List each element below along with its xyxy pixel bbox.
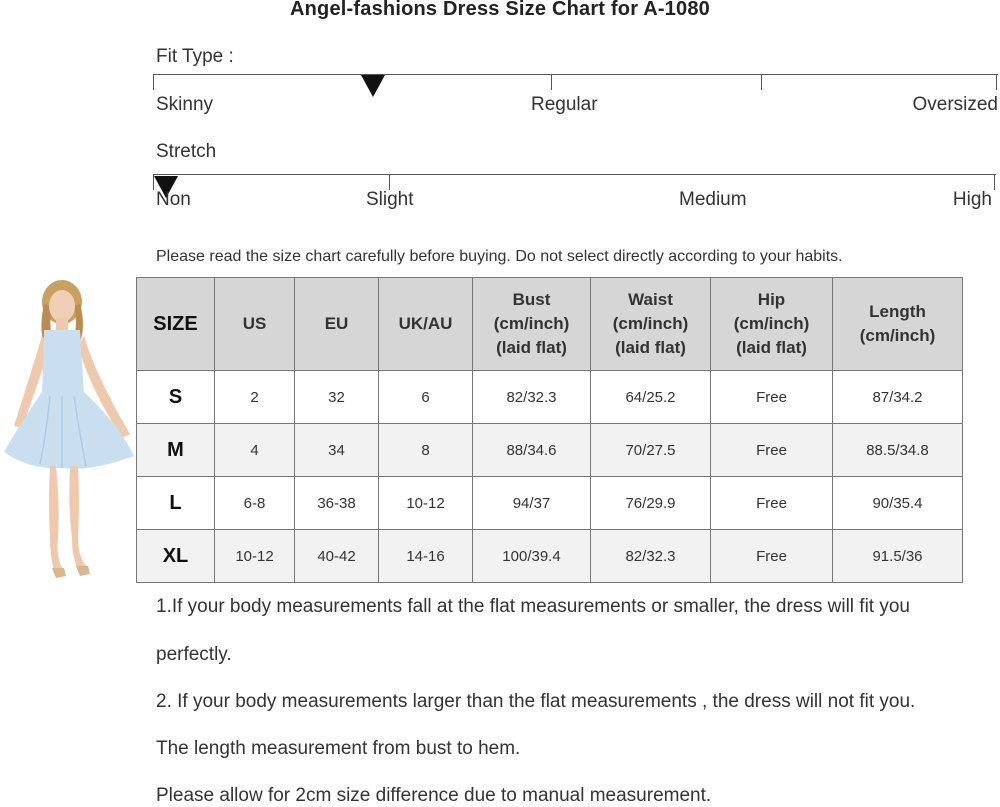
header-eu: EU	[295, 278, 379, 371]
cell-waist: 64/25.2	[591, 371, 711, 424]
cell-us: 10-12	[215, 530, 295, 583]
cell-size: S	[137, 371, 215, 424]
cell-waist: 70/27.5	[591, 424, 711, 477]
header-bust-line: Bust	[512, 290, 551, 309]
size-chart-table	[136, 277, 963, 583]
header-hip	[711, 278, 833, 371]
fit-type-scale-line	[153, 74, 998, 75]
header-bust-line: (cm/inch)	[493, 314, 570, 333]
fit-type-tick	[153, 74, 154, 90]
stretch-option-slight: Slight	[366, 189, 414, 210]
table-row	[137, 371, 963, 424]
header-us: US	[215, 278, 295, 371]
header-hip-line: (laid flat)	[736, 338, 807, 357]
cell-eu: 34	[295, 424, 379, 477]
header-length-line: (cm/inch)	[859, 326, 936, 345]
cell-size: L	[137, 477, 215, 530]
cell-size: XL	[137, 530, 215, 583]
header-hip-line: (cm/inch)	[733, 314, 810, 333]
stretch-option-medium: Medium	[679, 189, 747, 210]
table-row	[137, 477, 963, 530]
header-waist	[591, 278, 711, 371]
fit-option-skinny: Skinny	[156, 94, 214, 115]
table-row	[137, 424, 963, 477]
header-hip-line: Hip	[757, 290, 786, 309]
cell-us: 2	[215, 371, 295, 424]
fit-type-tick	[761, 74, 762, 90]
note-line-2: perfectly.	[156, 644, 232, 665]
cell-waist: 82/32.3	[591, 530, 711, 583]
cell-ukau: 10-12	[379, 477, 473, 530]
cell-length: 90/35.4	[833, 477, 963, 530]
cell-length: 88.5/34.8	[833, 424, 963, 477]
header-ukau: UK/AU	[379, 278, 473, 371]
cell-bust: 100/39.4	[473, 530, 591, 583]
cell-eu: 36-38	[295, 477, 379, 530]
cell-ukau: 6	[379, 371, 473, 424]
fit-option-oversized: Oversized	[912, 94, 998, 115]
cell-ukau: 14-16	[379, 530, 473, 583]
header-length-line: Length	[869, 302, 926, 321]
fit-type-tick	[996, 74, 997, 90]
size-notice: Please read the size chart carefully before buying. Do not select directly according to your habits.	[156, 248, 843, 265]
header-waist-line: (laid flat)	[615, 338, 686, 357]
cell-eu: 32	[295, 371, 379, 424]
cell-size: M	[137, 424, 215, 477]
cell-bust: 82/32.3	[473, 371, 591, 424]
note-line-4: The length measurement from bust to hem.	[156, 738, 521, 759]
note-line-1: 1.If your body measurements fall at the flat measurements or smaller, the dress will fit you	[156, 596, 910, 617]
header-length	[833, 278, 963, 371]
cell-eu: 40-42	[295, 530, 379, 583]
cell-waist: 76/29.9	[591, 477, 711, 530]
header-waist-line: (cm/inch)	[612, 314, 689, 333]
stretch-tick	[389, 174, 390, 190]
stretch-tick	[994, 174, 995, 190]
stretch-option-high: High	[952, 189, 992, 210]
note-line-3: 2. If your body measurements larger than the flat measurements , the dress will not fit you.	[156, 691, 916, 712]
cell-hip: Free	[711, 371, 833, 424]
header-bust	[473, 278, 591, 371]
fit-option-regular: Regular	[531, 94, 598, 115]
cell-length: 87/34.2	[833, 371, 963, 424]
cell-us: 4	[215, 424, 295, 477]
cell-hip: Free	[711, 424, 833, 477]
model-photo	[0, 276, 136, 586]
stretch-scale-line	[153, 174, 996, 175]
stretch-option-non: Non	[156, 189, 191, 210]
note-line-5: Please allow for 2cm size difference due to manual measurement.	[156, 785, 712, 806]
fit-type-label: Fit Type :	[156, 46, 234, 67]
table-row	[137, 530, 963, 583]
header-bust-line: (laid flat)	[496, 338, 567, 357]
table-header-row	[137, 278, 963, 371]
cell-us: 6-8	[215, 477, 295, 530]
stretch-label: Stretch	[156, 141, 217, 162]
cell-bust: 88/34.6	[473, 424, 591, 477]
page-title: Angel-fashions Dress Size Chart for A-1080	[290, 0, 710, 20]
fit-type-marker-icon	[361, 75, 385, 97]
cell-hip: Free	[711, 530, 833, 583]
cell-length: 91.5/36	[833, 530, 963, 583]
cell-hip: Free	[711, 477, 833, 530]
header-size: SIZE	[137, 278, 215, 371]
header-waist-line: Waist	[628, 290, 673, 309]
cell-bust: 94/37	[473, 477, 591, 530]
fit-type-tick	[551, 74, 552, 90]
cell-ukau: 8	[379, 424, 473, 477]
